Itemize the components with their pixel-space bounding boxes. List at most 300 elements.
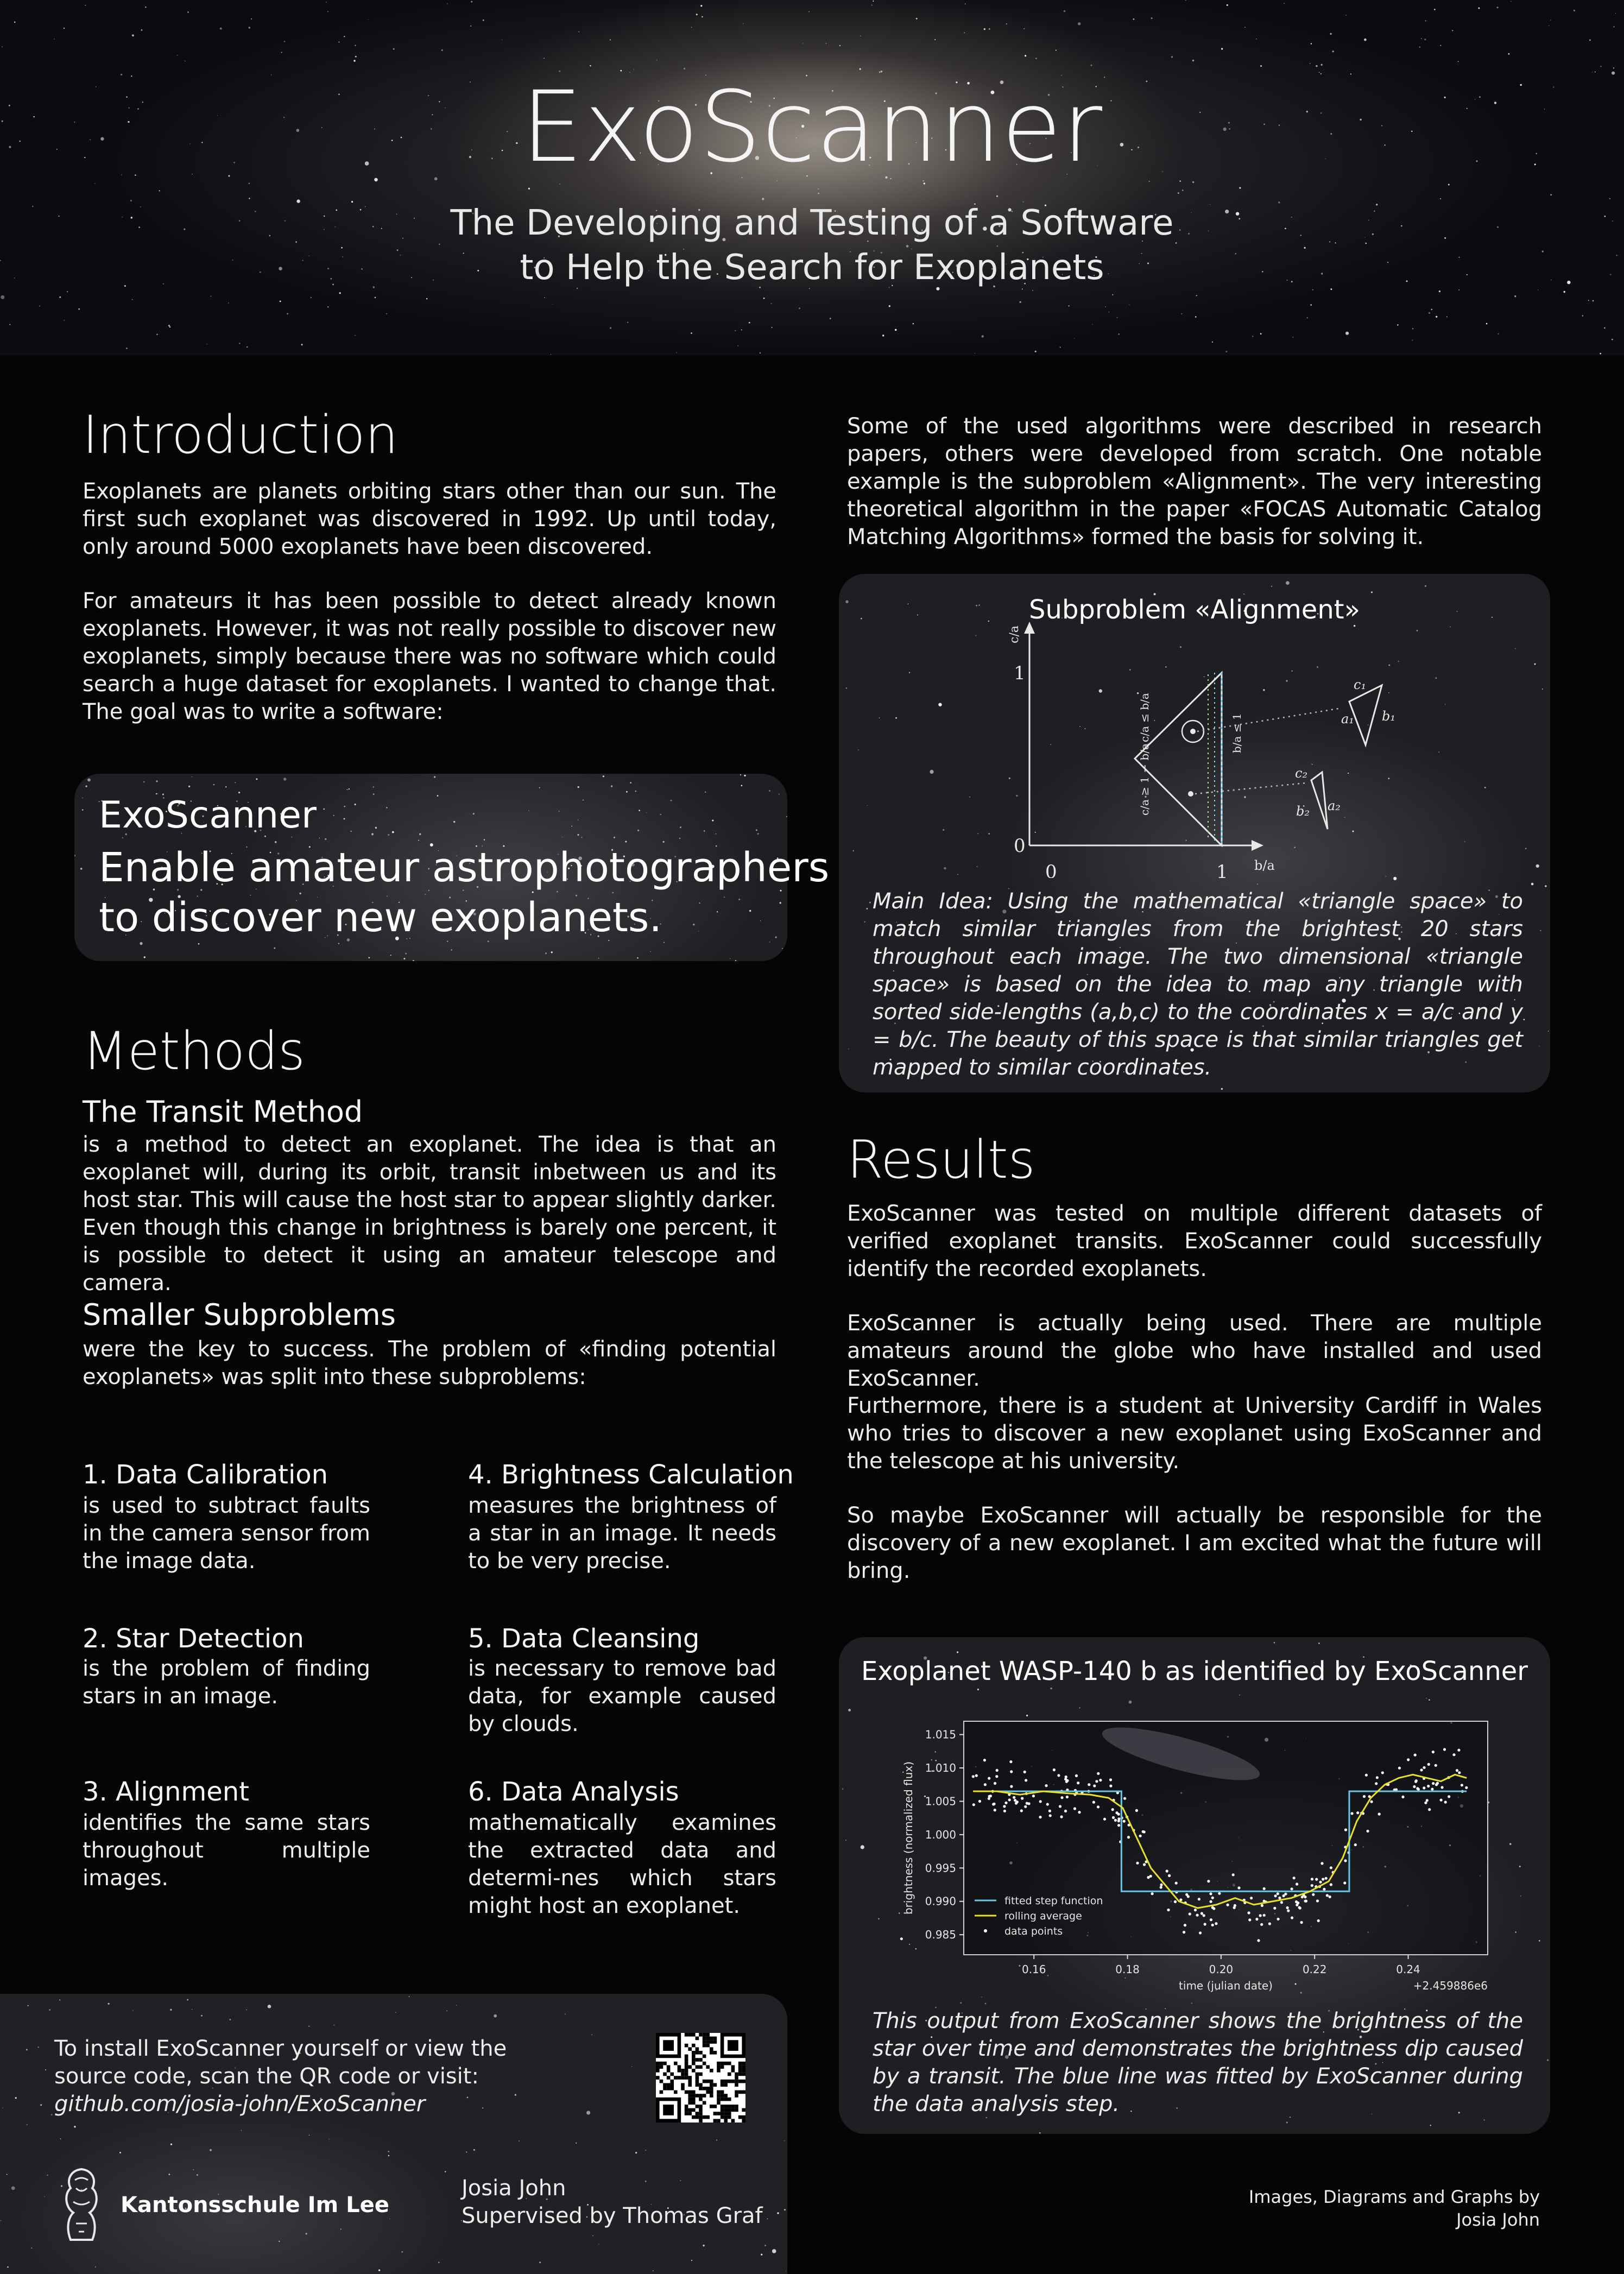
- background-star: [670, 800, 672, 801]
- background-star: [355, 335, 356, 336]
- data-point: [1458, 1771, 1461, 1774]
- data-point: [1431, 1788, 1433, 1791]
- background-star: [37, 2046, 39, 2048]
- data-point: [1203, 1914, 1205, 1917]
- background-star: [144, 956, 146, 958]
- data-point: [1457, 1749, 1460, 1752]
- data-point: [996, 1769, 999, 1772]
- background-star: [712, 820, 713, 822]
- background-star: [168, 325, 170, 326]
- qr-module: [678, 2076, 681, 2080]
- qr-module: [721, 2098, 724, 2101]
- data-point: [1325, 1877, 1328, 1880]
- algorithms-paragraph: Some of the used algorithms were described in research papers, others were developed from scratch. One notable example is the subproblem «Alignment». The very interesting theoretical algorithm in the paper «FOCAS Automatic Catalog Matching Algorithms» formed the basis for solving it.: [847, 414, 1542, 549]
- background-star: [1151, 17, 1153, 19]
- qr-module: [699, 2073, 703, 2076]
- background-star: [1430, 2125, 1431, 2126]
- subproblem-1-text: is used to subtract faults in the camera sensor from the image data.: [83, 1493, 370, 1574]
- background-star: [578, 819, 579, 820]
- background-star: [749, 322, 750, 324]
- background-star: [769, 790, 770, 791]
- qr-module: [735, 2090, 738, 2094]
- background-star: [456, 2005, 457, 2006]
- qr-module: [696, 2083, 699, 2087]
- background-star: [889, 305, 890, 307]
- qr-module: [660, 2090, 663, 2094]
- background-star: [1006, 23, 1007, 24]
- background-star: [1035, 58, 1037, 59]
- smaller-subproblems-heading: Smaller Subproblems: [83, 1298, 396, 1332]
- qr-module: [721, 2108, 724, 2112]
- background-star: [744, 775, 745, 776]
- qr-code[interactable]: [656, 2033, 745, 2123]
- data-point: [1282, 1894, 1285, 1897]
- background-star: [193, 2169, 194, 2170]
- background-star: [869, 902, 871, 904]
- background-star: [586, 2111, 590, 2114]
- data-point: [1250, 1897, 1253, 1899]
- x-tick-label: 0.22: [1302, 1963, 1327, 1976]
- qr-module: [703, 2037, 706, 2041]
- background-star: [2, 2107, 3, 2108]
- y-tick-label: 0.990: [925, 1894, 956, 1908]
- background-star: [660, 814, 662, 816]
- background-star: [771, 327, 772, 328]
- qr-module: [699, 2112, 703, 2115]
- background-star: [7, 2174, 8, 2175]
- background-star: [680, 826, 681, 828]
- background-star: [292, 837, 293, 838]
- data-point: [1435, 1764, 1437, 1767]
- data-point: [1097, 1805, 1099, 1808]
- background-star: [378, 2270, 380, 2271]
- qr-module: [692, 2101, 696, 2105]
- qr-module: [706, 2037, 710, 2041]
- background-star: [1514, 295, 1516, 297]
- legend-label: data points: [1004, 1925, 1063, 1937]
- data-point: [1020, 1809, 1023, 1812]
- background-star: [808, 11, 809, 12]
- qr-module: [738, 2115, 742, 2119]
- data-point: [1356, 1811, 1359, 1814]
- background-star: [1256, 39, 1257, 40]
- data-point: [1151, 1892, 1154, 1895]
- background-star: [1498, 333, 1499, 334]
- qr-module: [738, 2065, 742, 2069]
- subproblem-1-title: 1. Data Calibration: [83, 1460, 328, 1490]
- background-star: [1540, 930, 1541, 931]
- qr-module: [688, 2101, 692, 2105]
- data-point: [1135, 1809, 1138, 1812]
- qr-module: [717, 2112, 721, 2115]
- qr-module: [703, 2094, 706, 2098]
- data-point: [1196, 1914, 1199, 1917]
- data-point: [1209, 1892, 1212, 1895]
- background-star: [386, 807, 387, 808]
- subproblem-2-text: is the problem of finding stars in an image.: [83, 1656, 370, 1709]
- background-star: [703, 2245, 705, 2246]
- background-star: [327, 11, 328, 12]
- data-point: [1424, 1802, 1427, 1804]
- data-point: [1200, 1912, 1203, 1915]
- background-star: [1549, 26, 1550, 27]
- qr-module: [710, 2105, 713, 2108]
- y-axis-arrow: [1024, 622, 1035, 634]
- background-star: [373, 793, 375, 795]
- qr-module: [742, 2062, 745, 2065]
- data-point: [1143, 1863, 1146, 1866]
- background-star: [225, 786, 226, 787]
- qr-module: [699, 2033, 703, 2037]
- background-star: [818, 188, 819, 190]
- qr-module: [717, 2098, 721, 2101]
- background-star: [31, 2247, 33, 2248]
- background-star: [274, 948, 275, 949]
- background-star: [989, 28, 990, 30]
- data-point: [1263, 1914, 1266, 1917]
- background-star: [1330, 33, 1332, 35]
- subproblem-5-title: 5. Data Cleansing: [468, 1624, 700, 1654]
- background-star: [287, 313, 288, 315]
- background-star: [545, 952, 547, 954]
- qr-module: [724, 2119, 728, 2123]
- github-link[interactable]: github.com/josia-john/ExoScanner: [54, 2092, 426, 2117]
- background-star: [779, 794, 780, 795]
- background-star: [1133, 18, 1135, 20]
- background-star: [741, 785, 743, 787]
- background-star: [702, 16, 703, 17]
- background-star: [1318, 1643, 1320, 1644]
- background-star: [192, 2009, 193, 2010]
- qr-module: [681, 2087, 685, 2090]
- qr-module: [670, 2080, 674, 2083]
- background-star: [1195, 316, 1196, 317]
- background-star: [473, 813, 475, 814]
- data-point: [1414, 1780, 1417, 1783]
- background-star: [355, 45, 356, 46]
- qr-module: [721, 2083, 724, 2087]
- background-star: [1436, 316, 1437, 318]
- qr-module: [699, 2087, 703, 2090]
- background-star: [676, 352, 677, 353]
- background-star: [213, 784, 215, 786]
- qr-module: [696, 2094, 699, 2098]
- background-star: [1452, 30, 1453, 31]
- background-star: [238, 792, 240, 793]
- background-star: [1564, 291, 1565, 293]
- data-point: [1304, 1900, 1307, 1903]
- background-star: [830, 318, 831, 319]
- background-star: [528, 810, 529, 811]
- background-star: [451, 949, 452, 950]
- data-point: [1093, 1784, 1096, 1787]
- data-point: [1123, 1820, 1126, 1823]
- qr-module: [710, 2087, 713, 2090]
- background-star: [494, 2014, 497, 2018]
- background-star: [610, 327, 611, 329]
- data-point: [1109, 1785, 1112, 1787]
- y-tick-label: 1.015: [925, 1728, 956, 1741]
- background-star: [11, 2187, 15, 2190]
- background-star: [177, 55, 178, 56]
- data-point: [1354, 1843, 1357, 1846]
- qr-module: [688, 2098, 692, 2101]
- background-star: [635, 791, 636, 792]
- background-star: [59, 1999, 60, 2000]
- data-point: [1259, 1914, 1262, 1917]
- qr-module: [678, 2065, 681, 2069]
- background-star: [691, 332, 692, 334]
- qr-module: [699, 2094, 703, 2098]
- data-point: [1060, 1796, 1063, 1799]
- data-point: [1057, 1774, 1060, 1777]
- background-star: [598, 958, 599, 959]
- data-point: [1260, 1923, 1263, 1926]
- data-point: [1175, 1882, 1178, 1885]
- qr-module: [717, 2065, 721, 2069]
- background-star: [333, 815, 334, 816]
- qr-module: [699, 2058, 703, 2062]
- qr-module: [696, 2047, 699, 2051]
- background-star: [60, 2138, 61, 2139]
- data-point: [1024, 1805, 1027, 1808]
- qr-module: [688, 2083, 692, 2087]
- background-star: [279, 2241, 280, 2242]
- smaller-subproblems-text: were the key to success. The problem of «finding potential exoplanets» was split into these subproblems:: [83, 1337, 776, 1389]
- background-star: [1310, 304, 1312, 306]
- background-star: [1345, 15, 1347, 16]
- data-point: [1363, 1795, 1366, 1798]
- qr-module: [728, 2062, 731, 2065]
- background-star: [1345, 332, 1349, 335]
- background-star: [405, 953, 407, 955]
- qr-module: [699, 2119, 703, 2123]
- qr-module: [656, 2062, 660, 2065]
- background-star: [59, 296, 61, 298]
- data-point: [1194, 1909, 1197, 1911]
- qr-module: [721, 2062, 724, 2065]
- background-star: [691, 2260, 692, 2261]
- y-tick-1: 1: [1014, 662, 1026, 684]
- qr-module: [667, 2069, 671, 2073]
- qr-module: [731, 2065, 735, 2069]
- mapping-line-1: [1197, 709, 1338, 731]
- background-star: [1412, 328, 1413, 329]
- data-point: [1291, 1887, 1293, 1890]
- background-star: [418, 840, 419, 841]
- introduction-paragraph-1: Exoplanets are planets orbiting stars other than our sun. The first such exoplanet was discovered in 1992. Up until today, only around 5000 exoplanets have been discovered.: [83, 479, 776, 559]
- data-point: [1136, 1862, 1139, 1865]
- qr-module: [660, 2062, 663, 2065]
- qr-module: [724, 2112, 728, 2115]
- qr-module: [738, 2080, 742, 2083]
- background-star: [1574, 10, 1575, 11]
- background-star: [323, 808, 325, 810]
- background-star: [327, 306, 328, 307]
- data-point: [1344, 1828, 1347, 1831]
- y-tick-label: 1.005: [925, 1795, 956, 1808]
- background-star: [1092, 324, 1093, 325]
- background-star: [268, 2005, 271, 2008]
- qr-module: [724, 2115, 728, 2119]
- data-point: [1367, 1830, 1369, 1833]
- background-star: [434, 776, 435, 778]
- subproblem-3-text: identifies the same stars throughout multiple images.: [83, 1810, 370, 1891]
- background-star: [1332, 50, 1334, 52]
- qr-module: [699, 2065, 703, 2069]
- background-star: [235, 782, 236, 783]
- background-star: [656, 60, 658, 61]
- data-point: [1210, 1900, 1212, 1903]
- background-star: [539, 787, 540, 788]
- background-star: [1274, 1642, 1275, 1644]
- data-point: [1317, 1919, 1320, 1922]
- qr-module: [738, 2062, 742, 2065]
- background-star: [1064, 10, 1065, 12]
- data-point: [1365, 1774, 1368, 1777]
- data-point: [1009, 1760, 1012, 1763]
- data-point: [984, 1783, 987, 1786]
- qr-module: [717, 2101, 721, 2105]
- background-star: [187, 1999, 188, 2001]
- data-point: [1330, 1883, 1332, 1886]
- qr-module: [703, 2062, 706, 2065]
- x-axis-offset: +2.459886e6: [1413, 1979, 1488, 1992]
- qr-module: [742, 2115, 745, 2119]
- qr-module: [692, 2062, 696, 2065]
- data-point: [1210, 1918, 1212, 1921]
- qr-module: [742, 2080, 745, 2083]
- data-point: [1075, 1774, 1078, 1777]
- qr-module: [656, 2069, 660, 2073]
- qr-module: [742, 2065, 745, 2069]
- data-point: [1004, 1802, 1007, 1804]
- background-star: [1545, 885, 1546, 887]
- credits-block: [1249, 2185, 1540, 2231]
- background-star: [39, 306, 40, 307]
- data-point: [1204, 1923, 1206, 1925]
- background-star: [1025, 55, 1026, 56]
- background-star: [583, 800, 584, 801]
- background-star: [198, 943, 200, 945]
- qr-module: [688, 2047, 692, 2051]
- background-star: [308, 2026, 309, 2027]
- qr-module: [721, 2115, 724, 2119]
- background-star: [15, 2097, 17, 2099]
- qr-module: [703, 2080, 706, 2083]
- background-star: [401, 2251, 403, 2253]
- background-star: [437, 795, 439, 797]
- qr-module: [670, 2087, 674, 2090]
- background-star: [281, 52, 282, 53]
- background-star: [519, 2140, 520, 2142]
- qr-module: [703, 2033, 706, 2037]
- y-axis-label: brightness (normalized flux): [902, 1761, 915, 1915]
- background-star: [964, 33, 965, 34]
- background-star: [301, 344, 303, 345]
- background-star: [696, 14, 698, 15]
- background-star: [1069, 305, 1070, 306]
- background-star: [913, 323, 914, 324]
- background-star: [1458, 61, 1459, 62]
- background-star: [645, 2150, 646, 2151]
- mapped-point-1: [1190, 729, 1196, 734]
- background-star: [375, 297, 376, 298]
- qr-module: [685, 2062, 688, 2065]
- background-star: [27, 2124, 28, 2125]
- background-star: [1539, 1046, 1540, 1047]
- background-star: [996, 195, 998, 197]
- background-star: [578, 31, 579, 33]
- qr-module: [731, 2119, 735, 2123]
- data-point: [1263, 1887, 1266, 1890]
- example-triangle-2: [1311, 772, 1328, 829]
- background-star: [473, 2149, 475, 2151]
- background-star: [64, 28, 65, 29]
- data-point: [972, 1775, 975, 1778]
- qr-module: [742, 2108, 745, 2112]
- background-star: [1252, 336, 1253, 337]
- background-star: [1311, 43, 1312, 44]
- chart-caption: This output from ExoScanner shows the brightness of the star over time and demonstrates the brightness dip caused by a transit. The blue line was fitted by ExoScanner during the data analysis step.: [873, 2008, 1523, 2117]
- background-star: [45, 2069, 46, 2070]
- qr-module: [692, 2033, 696, 2037]
- qr-module: [674, 2090, 678, 2094]
- qr-module: [721, 2094, 724, 2098]
- qr-module: [696, 2065, 699, 2069]
- qr-module: [731, 2080, 735, 2083]
- background-star: [614, 837, 615, 838]
- data-point: [1427, 1763, 1430, 1766]
- example-triangle-1: [1349, 685, 1382, 745]
- background-star: [241, 2130, 242, 2131]
- author-name: Josia John: [462, 2176, 566, 2201]
- qr-module: [721, 2105, 724, 2108]
- qr-module: [685, 2108, 688, 2112]
- qr-module: [685, 2033, 688, 2037]
- data-point: [1078, 1811, 1080, 1814]
- background-star: [1439, 290, 1440, 292]
- data-point: [1432, 1751, 1435, 1753]
- background-star: [603, 775, 604, 777]
- qr-module: [696, 2112, 699, 2115]
- qr-module: [656, 2076, 660, 2080]
- introduction-heading: Introduction: [83, 405, 399, 465]
- background-star: [767, 2219, 768, 2220]
- background-star: [635, 2152, 637, 2153]
- background-star: [679, 838, 680, 839]
- qr-module: [703, 2040, 706, 2044]
- legend-label: rolling average: [1004, 1910, 1082, 1922]
- background-star: [40, 2104, 42, 2106]
- background-star: [373, 786, 374, 787]
- background-star: [54, 39, 55, 40]
- background-star: [1425, 21, 1426, 22]
- background-star: [338, 943, 339, 944]
- background-star: [1531, 883, 1534, 886]
- background-star: [848, 1048, 849, 1050]
- background-star: [1593, 300, 1594, 302]
- background-star: [349, 788, 350, 789]
- qr-module: [742, 2119, 745, 2123]
- background-star: [141, 29, 143, 31]
- qr-module: [699, 2115, 703, 2119]
- qr-module: [681, 2076, 685, 2080]
- background-star: [610, 39, 611, 40]
- data-point: [1344, 1859, 1347, 1862]
- data-point: [1166, 1869, 1168, 1872]
- data-point: [1461, 1784, 1463, 1786]
